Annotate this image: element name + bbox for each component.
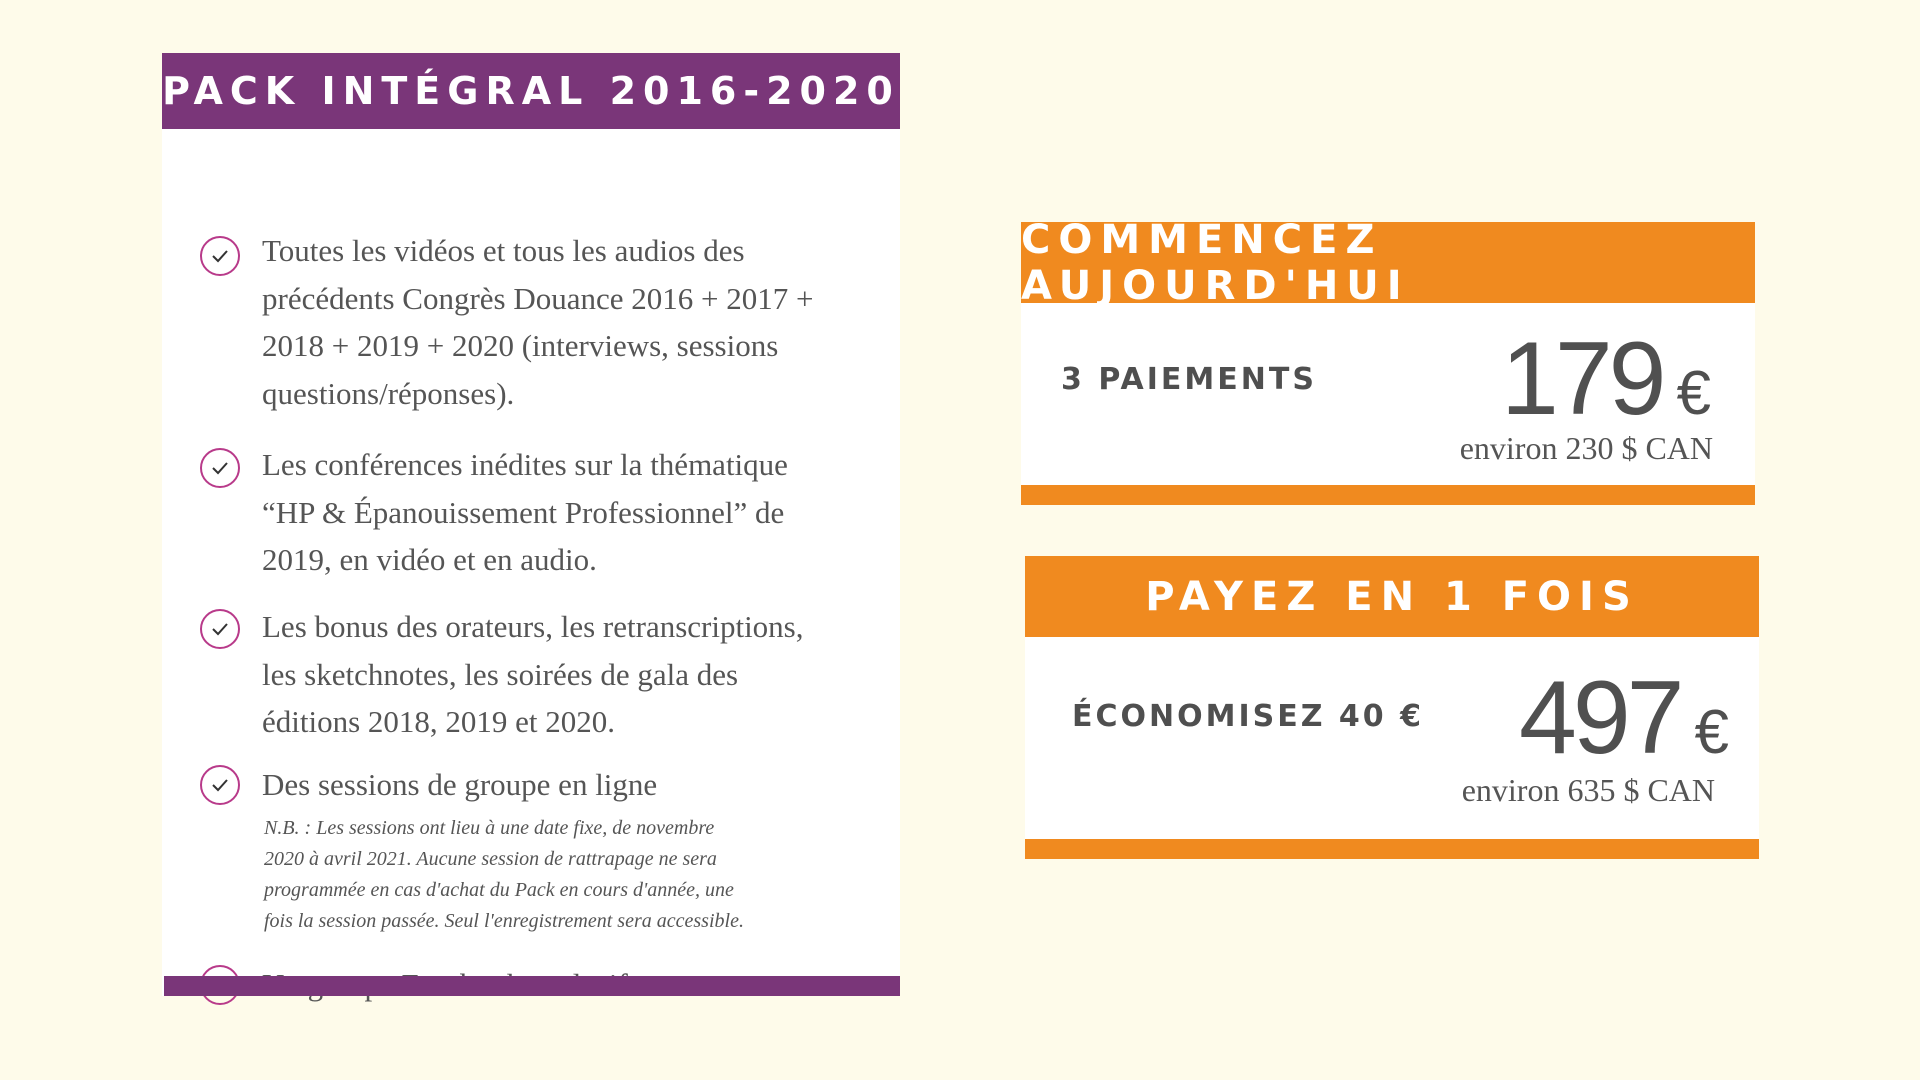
price-amount: 497 (1518, 660, 1681, 776)
check-circle-icon (200, 765, 240, 805)
check-circle-icon (200, 609, 240, 649)
price-currency: € (1694, 698, 1729, 767)
offer-label: ÉCONOMISEZ 40 € (1072, 699, 1425, 734)
pack-title: PACK INTÉGRAL 2016-2020 (162, 53, 900, 129)
offer-title: COMMENCEZ AUJOURD'HUI (1021, 222, 1755, 303)
offer-price (1519, 659, 1729, 778)
offer-footer-bar (1025, 839, 1759, 859)
pack-footer-bar (164, 976, 900, 996)
offer-price (1501, 320, 1711, 439)
offer-card-installments[interactable] (1021, 216, 1755, 505)
offer-label: 3 PAIEMENTS (1061, 362, 1317, 397)
price-currency: € (1676, 359, 1711, 428)
offer-equivalent: environ 230 $ CAN (1459, 430, 1713, 466)
check-circle-icon (200, 448, 240, 488)
feature-text: Les bonus des orateurs, les retranscriptions, les sketchnotes, les soirées de gala des éditions 2018, 2019 et 2020. (262, 609, 804, 739)
offer-equivalent: environ 635 $ CAN (1461, 772, 1715, 808)
offer-footer-bar (1021, 485, 1755, 505)
offer-title: PAYEZ EN 1 FOIS (1025, 556, 1759, 637)
check-circle-icon (200, 236, 240, 276)
pack-card (162, 53, 900, 996)
feature-note: N.B. : Les sessions ont lieu à une date fixe, de novembre 2020 à avril 2021. Aucune session de rattrapage ne sera programmée en cas d'achat du Pack en cours d'année, une fois la session passée. Seul l'enregistrement sera accessible. (264, 817, 744, 932)
price-amount: 179 (1500, 321, 1663, 437)
feature-text: Les conférences inédites sur la thématique “HP & Épanouissement Professionnel” de 2019, en vidéo et en audio. (262, 447, 788, 577)
feature-text: Des sessions de groupe en ligne (262, 767, 658, 802)
feature-text: Toutes les vidéos et tous les audios des précédents Congrès Douance 2016 + 2017 + 2018 + 2019 + 2020 (interviews, sessions questions/réponses). (262, 233, 814, 411)
offer-card-single-payment[interactable] (1025, 556, 1759, 859)
